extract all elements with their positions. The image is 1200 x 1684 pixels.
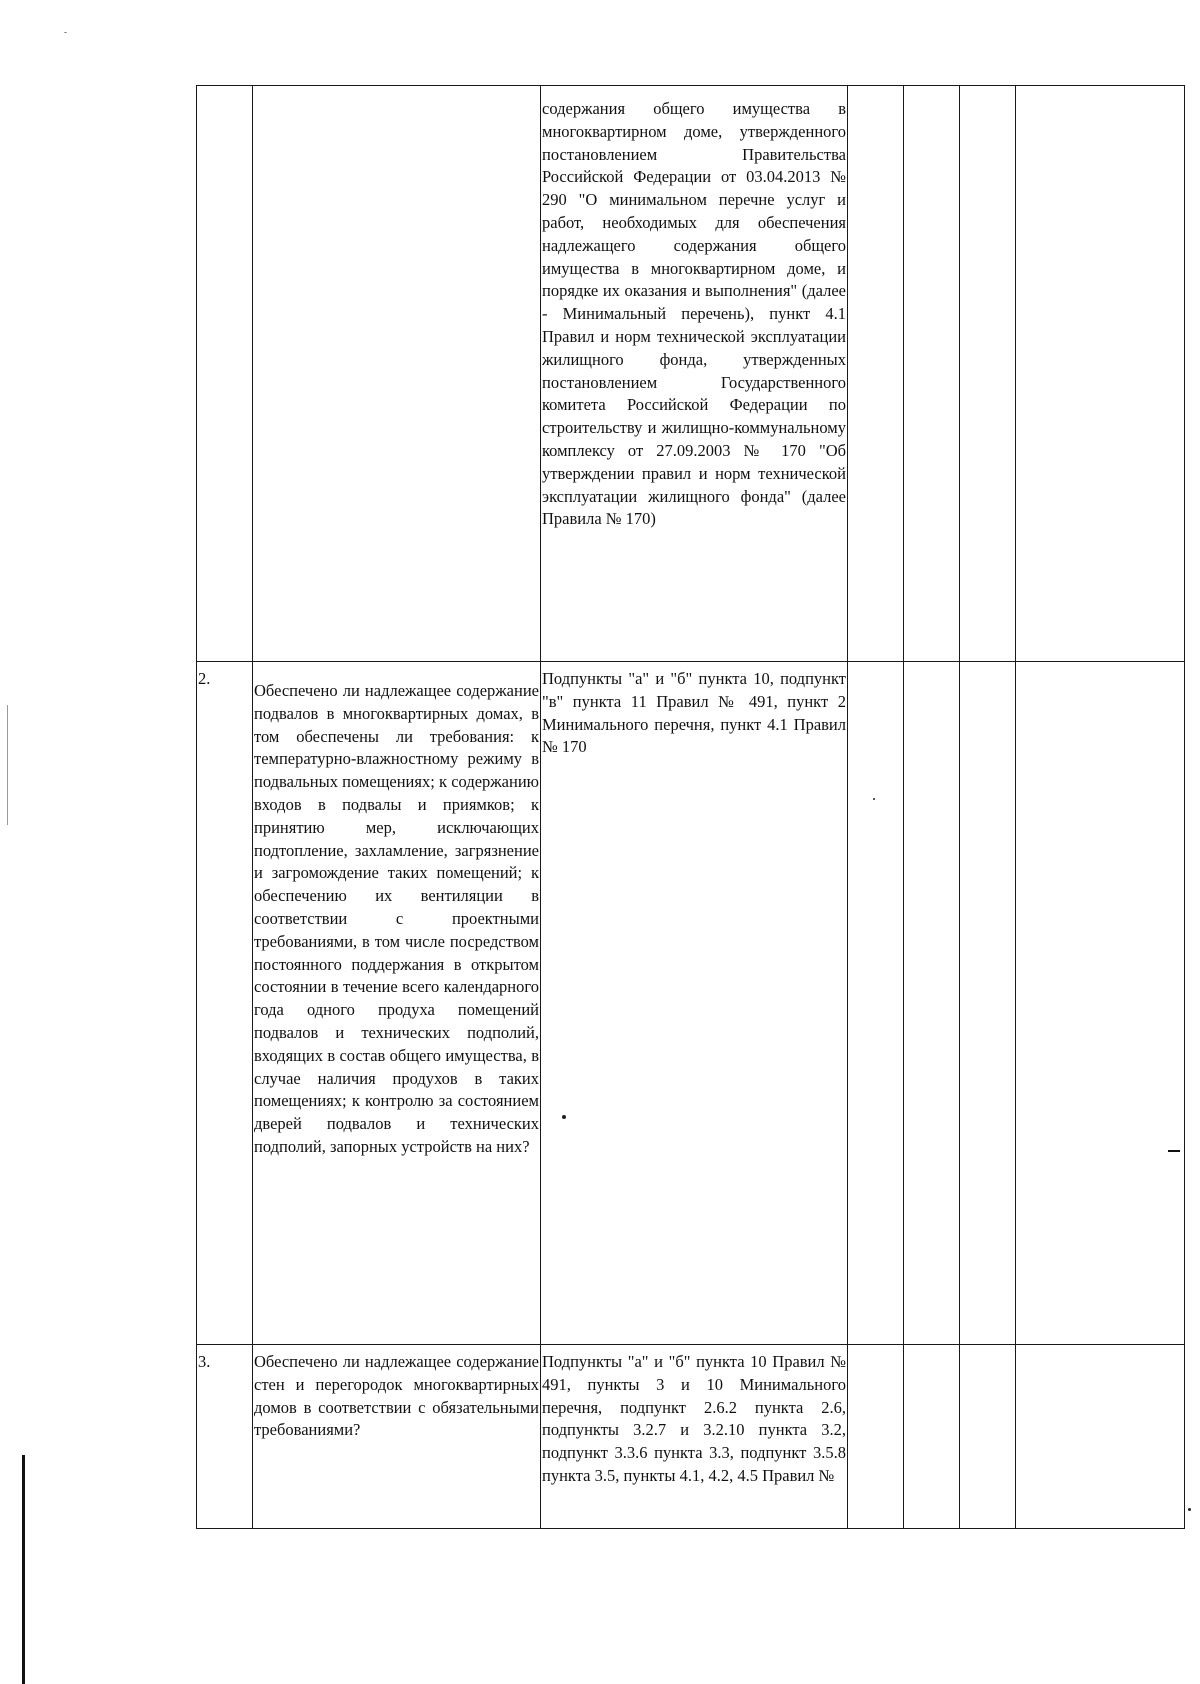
notes-cell	[1016, 662, 1185, 1345]
notes-cell	[1016, 86, 1185, 662]
reference-text: Подпункты "а" и "б" пункта 10 Правил № 491, пункты 3 и 10 Минимального перечня, подпункт 2.6.2 пункта 2.6, подпункты 3.2.7 и 3.2.10 пункта 3.2, подпункт 3.3.6 пункта 3.3, подпункт 3.5.8 пункта 3.5, пункты 4.1, 4.2, 4.5 Правил №	[542, 1352, 846, 1485]
scan-speck	[1188, 1508, 1191, 1511]
notes-cell	[1016, 1345, 1185, 1529]
row-number	[197, 86, 252, 92]
scan-edge-line	[1168, 1150, 1180, 1152]
reference-cell	[541, 662, 848, 1345]
table-row	[197, 86, 1185, 662]
scan-speck	[562, 1115, 566, 1119]
answer-no-cell	[904, 86, 960, 662]
answer-na-cell	[960, 662, 1016, 1345]
scan-edge-line	[7, 705, 8, 825]
row-number: 3.	[198, 1352, 211, 1371]
row-number: 2.	[198, 669, 211, 688]
row-number-cell	[197, 1345, 253, 1529]
reference-text: содержания общего имущества в многоквартирном доме, утвержденного постановлением Правительства Российской Федерации от 03.04.2013 № 290 "О минимальном перечне услуг и работ, необходимых для обеспечения надлежащего содержания общего имущества в многоквартирном доме, и порядке их оказания и выполнения" (далее - Минимальный перечень), пункт 4.1 Правил и норм технической эксплуатации жилищного фонда, утвержденных постановлением Государственного комитета Российской Федерации по строительству и жилищно-коммунальному комплексу от 27.09.2003 № 170 "Об утверждении правил и норм технической эксплуатации жилищного фонда" (далее Правила № 170)	[542, 99, 846, 529]
question-text: Обеспечено ли надлежащее содержание подвалов в многоквартирных домах, в том обеспечены ли требования: к температурно-влажностному режиму в подвальных помещениях; к содержанию входов в подвалы и приямков; к принятию мер, исключающих подтопление, захламление, загрязнение и загромождение таких помещений; к обеспечению их вентиляции в соответствии с проектными требованиями, в том числе посредством постоянного поддержания в открытом состоянии в течение всего календарного года одного продуха помещений подвалов и технических подполий, входящих в состав общего имущества, в случае наличия продухов в таких помещениях; к контролю за состоянием дверей подвалов и технических подполий, запорных устройств на них?	[254, 681, 539, 1156]
checklist-table	[196, 85, 1185, 1529]
answer-yes-cell	[848, 662, 904, 1345]
answer-yes-cell	[848, 86, 904, 662]
scan-speck	[873, 798, 875, 800]
question-cell	[253, 86, 541, 662]
scan-speck	[64, 32, 67, 33]
answer-no-cell	[904, 662, 960, 1345]
question-cell	[253, 1345, 541, 1529]
table-row	[197, 662, 1185, 1345]
question-cell	[253, 662, 541, 1345]
scan-edge-line	[22, 1455, 25, 1684]
answer-yes-cell	[848, 1345, 904, 1529]
answer-no-cell	[904, 1345, 960, 1529]
table-row	[197, 1345, 1185, 1529]
row-number-cell	[197, 662, 253, 1345]
reference-text: Подпункты "а" и "б" пункта 10, подпункт "в" пункта 11 Правил № 491, пункт 2 Минимального перечня, пункт 4.1 Правил № 170	[542, 669, 846, 757]
reference-cell	[541, 1345, 848, 1529]
answer-na-cell	[960, 1345, 1016, 1529]
answer-na-cell	[960, 86, 1016, 662]
row-number-cell	[197, 86, 253, 662]
reference-cell	[541, 86, 848, 662]
question-text: Обеспечено ли надлежащее содержание стен и перегородок многоквартирных домов в соответствии с обязательными требованиями?	[254, 1352, 539, 1440]
